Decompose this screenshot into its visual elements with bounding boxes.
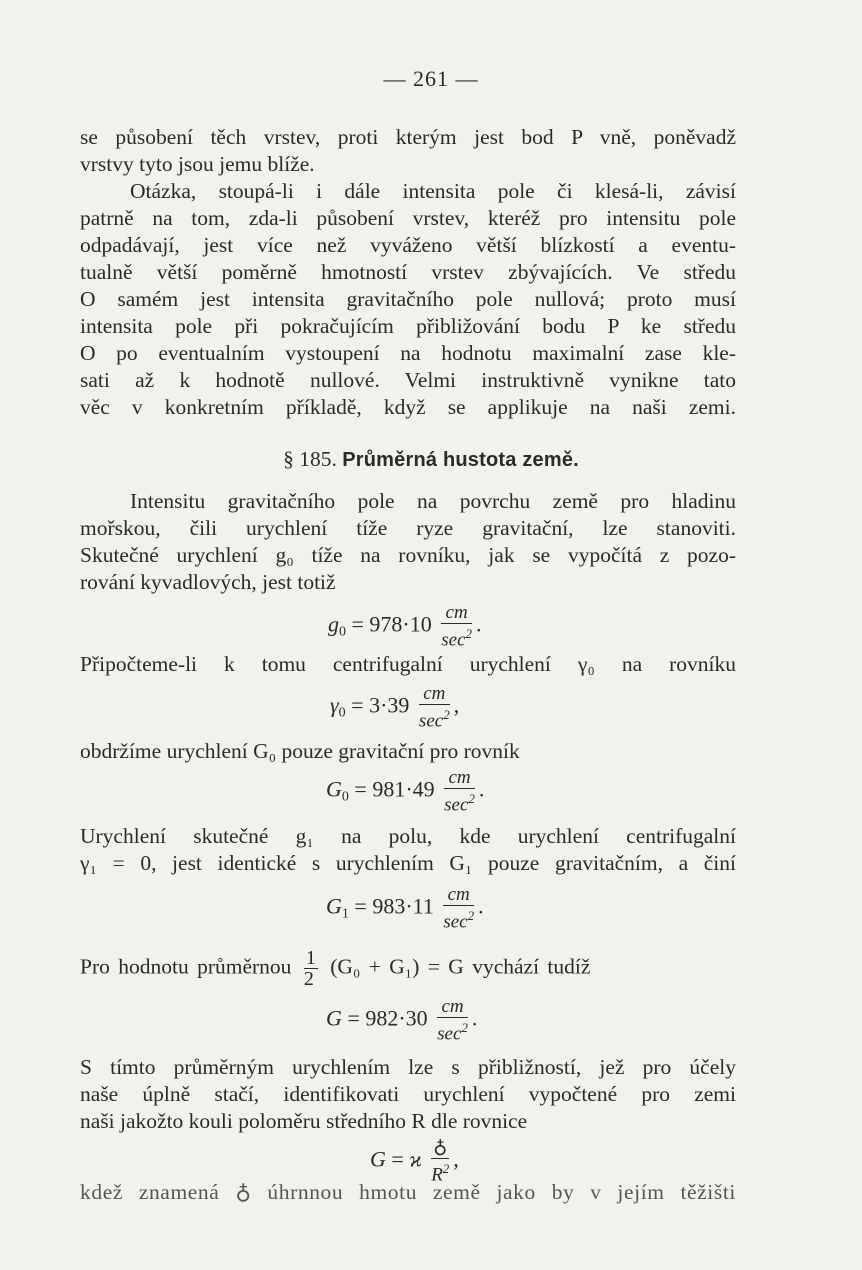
text-line: naši jakožto kouli poloměru středního R dle rovnice xyxy=(80,1109,528,1133)
text-line: rování kyvadlových, jest totiž xyxy=(80,570,336,594)
text-line: Otázka, stoupá-li i dále intensita pole či klesá-li, závisí xyxy=(130,179,736,203)
text-line: obdržíme urychlení G₀ pouze gravitační pro rovník xyxy=(80,739,520,763)
text-line: naše úplně stačí, identifikovati urychlení vypočtené pro zemi xyxy=(80,1082,736,1106)
equation-g0: $g_0 = 978\cdot 10$ $\frac{cm}{\sec^2}$ . xyxy=(328,602,482,651)
section-title: Průměrná hustota země. xyxy=(342,449,579,471)
section-heading xyxy=(0,447,862,472)
text-line: O po eventualním vystoupení na hodnotu maximalní zase kle- xyxy=(80,341,736,365)
text-line: intensita pole při pokračujícím přibližování bodu P ke středu xyxy=(80,314,736,338)
text-line: Skutečné urychlení g₀ tíže na rovníku, jak se vypočítá z pozo- xyxy=(80,543,736,567)
equation-G1: $G_1 = 983\cdot 11$ $\frac{cm}{\sec^2}$ . xyxy=(326,884,484,933)
section-number: § 185. xyxy=(283,447,337,471)
text-line: Intensitu gravitačního pole na povrchu země pro hladinu xyxy=(130,489,736,513)
text-line: O samém jest intensita gravitačního pole nullová; proto musí xyxy=(80,287,736,311)
text-line: odpadávají, jest více než vyváženo větší blízkostí a eventu- xyxy=(80,233,736,257)
equation-G0: $G_0 = 981\cdot 49$ $\frac{cm}{\sec^2}$ . xyxy=(326,767,485,816)
text-line: sati až k hodnotě nullové. Velmi instruktivně vynikne tato xyxy=(80,368,736,392)
text-line: tualně větší poměrně hmotností vrstev zbývajících. Ve středu xyxy=(80,260,736,284)
page-number: — 261 — xyxy=(383,66,479,91)
equation-G: G = 982·30 $\frac{cm}{\sec^2}$ . xyxy=(326,996,478,1045)
text-line: Urychlení skutečné g₁ na polu, kde urychlení centrifugalní xyxy=(80,824,736,848)
text-line-mean: Pro hodnotu průměrnou $\frac{1}{2}$ (G₀ + G₁) = G vychází tudíž xyxy=(80,947,591,990)
text-line: se působení těch vrstev, proti kterým jest bod P vně, poněvadž xyxy=(80,125,736,149)
equation-newton: G = ϰ $\frac{♁}{R^2}$ , xyxy=(370,1137,459,1186)
text-line: γ₁ = 0, jest identické s urychlením G₁ pouze gravitačním, a činí xyxy=(80,851,736,875)
text-line-cut: kdež znamená ♁ úhrnnou hmotu země jako by v jejím těžišti xyxy=(80,1180,736,1204)
text-line: mořskou, čili urychlení tíže ryze gravitační, lze stanoviti. xyxy=(80,516,736,540)
text-line: patrně na tom, zda-li působení vrstev, kteréž pro intensitu pole xyxy=(80,206,736,230)
text-line: věc v konkretním příkladě, když se applikuje na naši zemi. xyxy=(80,395,736,419)
equation-gamma0: $\gamma_0 = 3\cdot 39$ $\frac{cm}{\sec^2}$ , xyxy=(330,683,460,732)
text-line: S tímto průměrným urychlením lze s přibližností, jež pro účely xyxy=(80,1055,736,1079)
text-line: Připočteme-li k tomu centrifugalní urychlení γ₀ na rovníku xyxy=(80,652,736,676)
text-line: vrstvy tyto jsou jemu blíže. xyxy=(80,152,315,176)
